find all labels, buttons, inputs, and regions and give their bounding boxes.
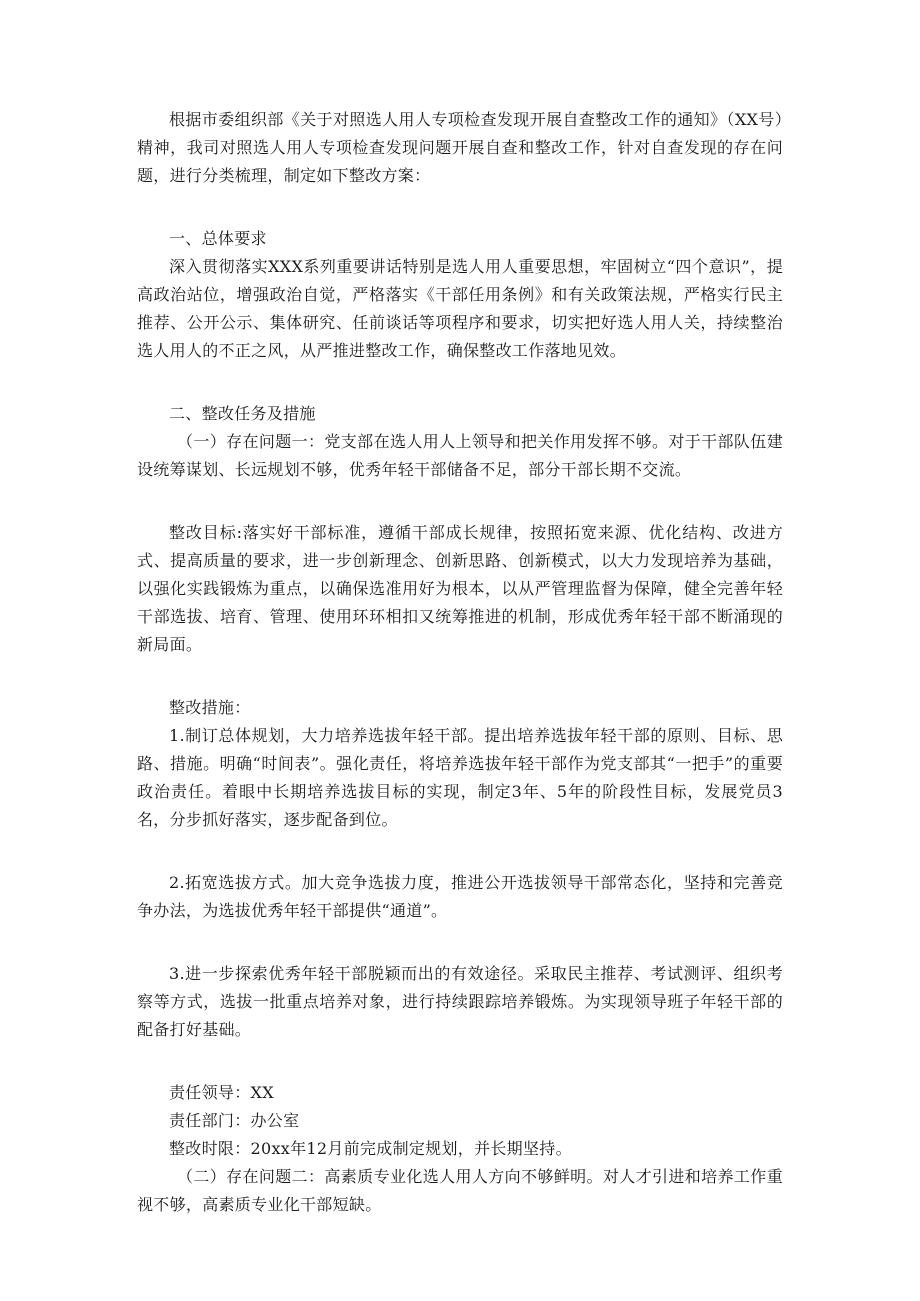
measure-three-paragraph: 3.进一步探索优秀年轻干部脱颖而出的有效途径。采取民主推荐、考试测评、组织考察等方式，选拔一批重点培养对象，进行持续跟踪培养锻炼。为实现领导班子年轻干部的配备打好基础。: [137, 964, 783, 1039]
section-heading-general-requirements: 一、总体要求: [169, 229, 267, 248]
responsible-department: 责任部门：办公室: [169, 1111, 300, 1130]
document-page: [137, 106, 783, 1219]
issue-two-paragraph: （二）存在问题二：高素质专业化选人用人方向不够鲜明。对人才引进和培养工作重视不够，高素质专业化干部短缺。: [137, 1167, 783, 1214]
rectification-goal-paragraph: 整改目标:落实好干部标准，遵循干部成长规律，按照拓宽来源、优化结构、改进方式、提高质量的要求，进一步创新理念、创新思路、创新模式，以大力发现培养为基础，以强化实践锻炼为重点，以确保选准用好为根本，以从严管理监督为保障，健全完善年轻干部选拔、培育、管理、使用环环相扣又统筹推进的机制，形成优秀年轻干部不断涌现的新局面。: [137, 523, 783, 654]
issue-one-paragraph: （一）存在问题一：党支部在选人用人上领导和把关作用发挥不够。对于干部队伍建设统筹谋划、长远规划不够，优秀年轻干部储备不足，部分干部长期不交流。: [137, 432, 783, 479]
rectification-deadline: 整改时限：20xx年12月前完成制定规划，并长期坚持。: [169, 1139, 572, 1158]
measures-heading: 整改措施：: [169, 698, 251, 717]
section-heading-tasks-measures: 二、整改任务及措施: [169, 404, 316, 423]
measure-one-paragraph: 1.制订总体规划，大力培养选拔年轻干部。提出培养选拔年轻干部的原则、目标、思路、措施。明确“时间表”。强化责任，将培养选拔年轻干部作为党支部其“一把手”的重要政治责任。着眼中长期培养选拔目标的实现，制定3年、5年的阶段性目标，发展党员3名，分步抓好落实，逐步配备到位。: [137, 726, 783, 829]
responsible-leader: 责任领导：XX: [169, 1083, 274, 1102]
measure-two-paragraph: 2.拓宽选拔方式。加大竞争选拔力度，推进公开选拔领导干部常态化，坚持和完善竞争办法，为选拔优秀年轻干部提供“通道”。: [137, 873, 783, 920]
general-requirements-paragraph: 深入贯彻落实XXX系列重要讲话特别是选人用人重要思想，牢固树立“四个意识”，提高政治站位，增强政治自觉，严格落实《干部任用条例》和有关政策法规，严格实行民主推荐、公开公示、集体研究、任前谈话等项程序和要求，切实把好选人用人关，持续整治选人用人的不正之风，从严推进整改工作，确保整改工作落地见效。: [137, 257, 783, 360]
intro-paragraph: 根据市委组织部《关于对照选人用人专项检查发现开展自查整改工作的通知》（XX号）精神，我司对照选人用人专项检查发现问题开展自查和整改工作，针对自查发现的存在问题，进行分类梳理，制定如下整改方案：: [137, 110, 783, 185]
